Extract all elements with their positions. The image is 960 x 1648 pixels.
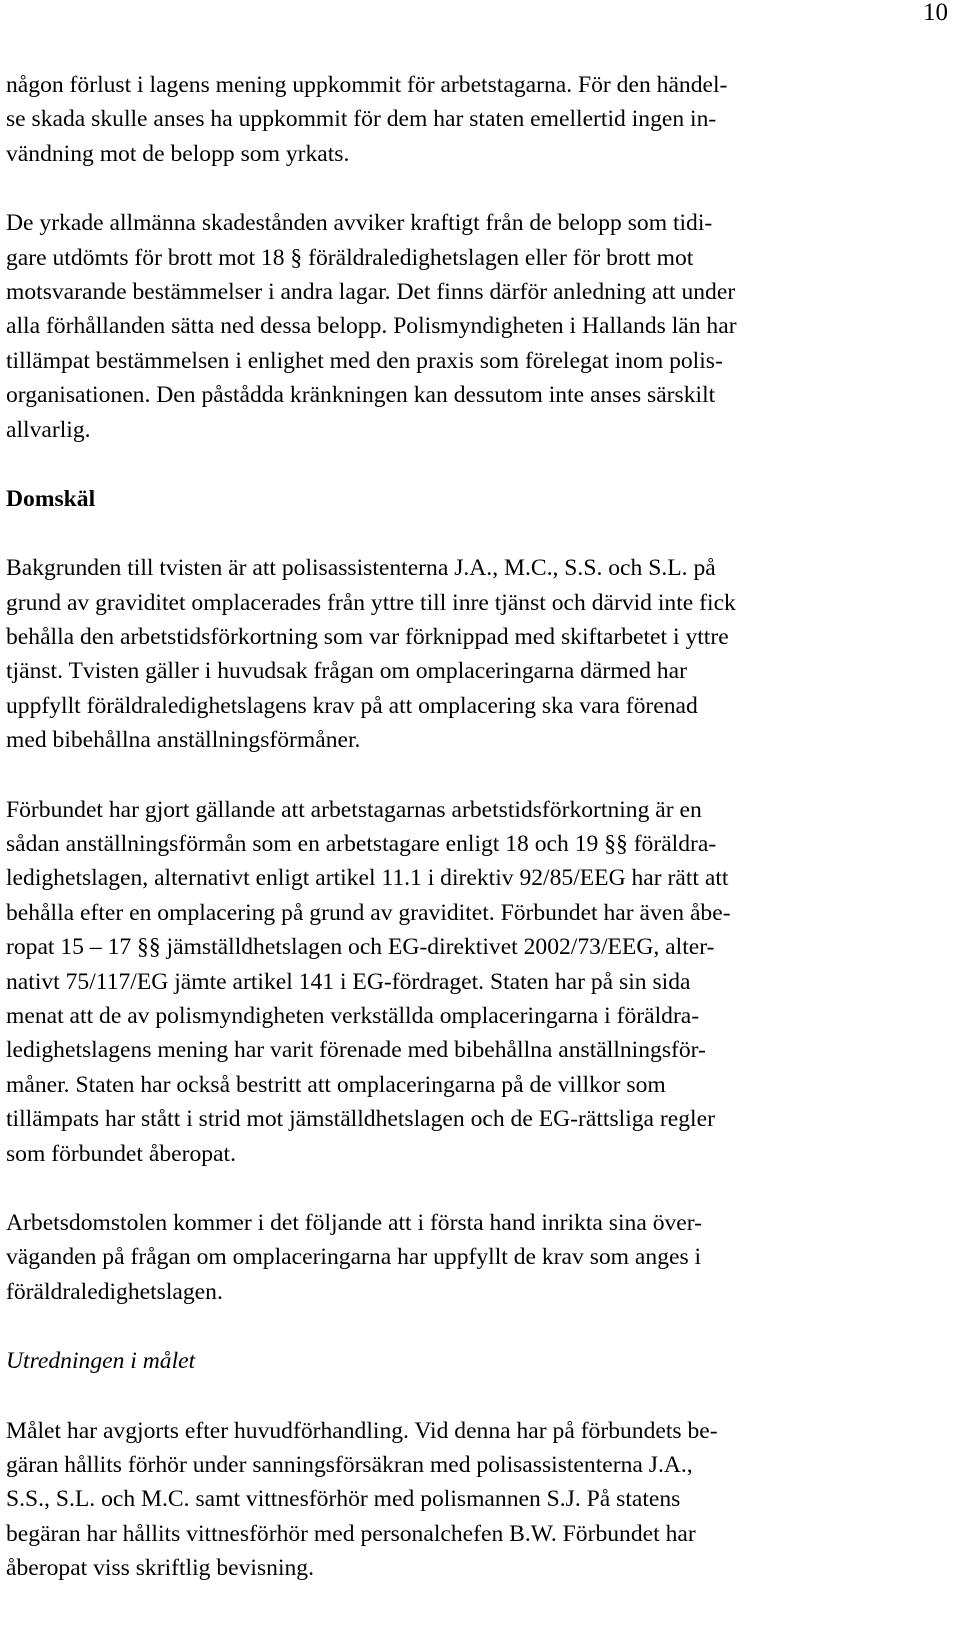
paragraph (6, 1206, 956, 1309)
text-line: behålla efter en omplacering på grund av graviditet. Förbundet har även åbe- (6, 899, 731, 926)
text-line: måner. Staten har också bestritt att omplaceringarna på de villkor som (6, 1071, 666, 1098)
text-line: motsvarande bestämmelser i andra lagar. Det finns därför anledning att under (6, 278, 736, 305)
text-line: Bakgrunden till tvisten är att polisassistenterna J.A., M.C., S.S. och S.L. på (6, 555, 716, 582)
paragraph (6, 793, 956, 1171)
section-heading-domskal: Domskäl (6, 485, 96, 512)
text-line: sådan anställningsförmån som en arbetstagare enligt 18 och 19 §§ föräldra- (6, 831, 717, 858)
text-line: gäran hållits förhör under sanningsförsäkran med polisassistenterna J.A., (6, 1451, 693, 1478)
paragraph (6, 68, 956, 171)
text-line: tillämpat bestämmelsen i enlighet med den praxis som förelegat inom polis- (6, 347, 723, 374)
text-line: behålla den arbetstidsförkortning som var förknippad med skiftarbetet i yttre (6, 624, 729, 651)
text-line: De yrkade allmänna skadestånden avviker kraftigt från de belopp som tidi- (6, 210, 713, 237)
text-line: Förbundet har gjort gällande att arbetstagarnas arbetstidsförkortning är en (6, 796, 702, 823)
text-line: åberopat viss skriftlig bevisning. (6, 1555, 314, 1582)
text-line: föräldraledighetslagen. (6, 1278, 223, 1305)
text-line: tjänst. Tvisten gäller i huvudsak frågan om omplaceringarna därmed har (6, 658, 687, 685)
text-line: ledighetslagens mening har varit förenade med bibehållna anställningsför- (6, 1037, 706, 1064)
text-line: gare utdömts för brott mot 18 § föräldraledighetslagen eller för brott mot (6, 244, 694, 271)
page-number: 10 (923, 0, 948, 26)
text-line: menat att de av polismyndigheten verkställda omplaceringarna i föräldra- (6, 1002, 700, 1029)
text-line: Målet har avgjorts efter huvudförhandling. Vid denna har på förbundets be- (6, 1417, 718, 1444)
text-line: grund av graviditet omplacerades från yttre till inre tjänst och därvid inte fick (6, 589, 736, 616)
text-line: se skada skulle anses ha uppkommit för dem har staten emellertid ingen in- (6, 106, 717, 133)
text-line: begäran har hållits vittnesförhör med personalchefen B.W. Förbundet har (6, 1520, 696, 1547)
text-line: uppfyllt föräldraledighetslagens krav på att omplacering ska vara förenad (6, 692, 698, 719)
text-line: alla förhållanden sätta ned dessa belopp. Polismyndigheten i Hallands län har (6, 313, 737, 340)
text-line: med bibehållna anställningsförmåner. (6, 727, 361, 754)
text-line: nativt 75/117/EG jämte artikel 141 i EG-fördraget. Staten har på sin sida (6, 968, 691, 995)
text-line: vändning mot de belopp som yrkats. (6, 140, 350, 167)
text-line: allvarlig. (6, 416, 91, 443)
text-line: någon förlust i lagens mening uppkommit för arbetstagarna. För den händel- (6, 72, 728, 98)
text-line: organisationen. Den påstådda kränkningen kan dessutom inte anses särskilt (6, 382, 716, 409)
text-line: ledighetslagen, alternativt enligt artikel 11.1 i direktiv 92/85/EEG har rätt att (6, 865, 729, 892)
section-subheading-utredningen: Utredningen i målet (6, 1348, 196, 1375)
text-line: väganden på frågan om omplaceringarna har uppfyllt de krav som anges i (6, 1244, 702, 1271)
text-line: ropat 15 – 17 §§ jämställdhetslagen och EG-direktivet 2002/73/EEG, alter- (6, 934, 715, 961)
text-line: Arbetsdomstolen kommer i det följande att i första hand inrikta sina över- (6, 1209, 703, 1236)
document-body (6, 68, 956, 1585)
text-line: tillämpats har stått i strid mot jämställdhetslagen och de EG-rättsliga regler (6, 1106, 715, 1133)
paragraph (6, 551, 956, 757)
paragraph (6, 1414, 956, 1586)
text-line: S.S., S.L. och M.C. samt vittnesförhör med polismannen S.J. På statens (6, 1486, 681, 1513)
text-line: som förbundet åberopat. (6, 1140, 236, 1167)
paragraph (6, 206, 956, 447)
